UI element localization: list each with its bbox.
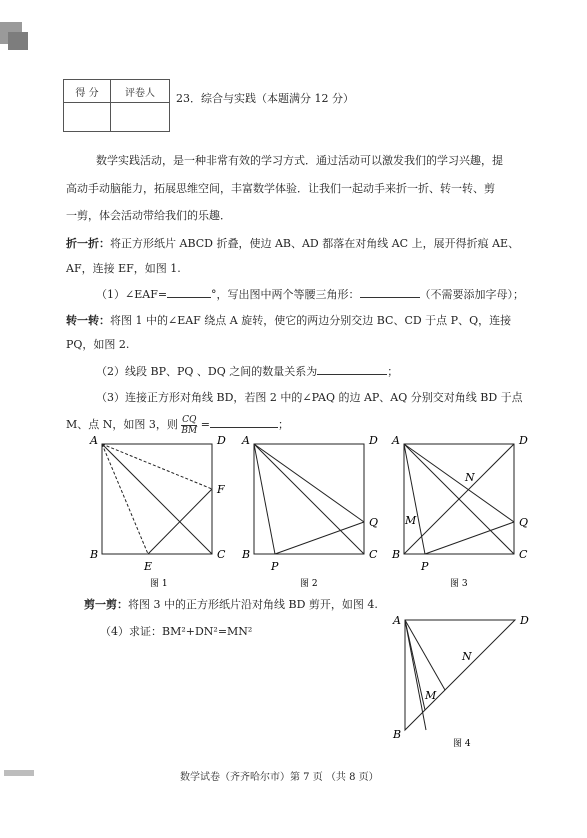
fig3-segment-aq [404,444,514,522]
intro-line: 数学实践活动，是一种非常有效的学习方式．通过活动可以激发我们的学习兴趣，提 [96,154,503,167]
score-header: 得 分 [64,80,111,103]
fraction-denominator: BM [181,425,198,436]
scan-mark [8,32,28,50]
fig3-label: P [421,560,429,573]
fig2-label: B [242,548,251,561]
question-3: （3）连接正方形对角线 BD，若图 2 中的∠PAQ 的边 AP、AQ 分别交对角线 BD 于点 [96,391,523,404]
cut-instruction [84,598,378,612]
fig4-label: A [393,614,401,627]
score-cell [64,103,111,132]
grader-cell [111,103,170,132]
question-1 [96,287,524,302]
fig2-label: A [242,434,250,447]
fig2-segment-ap [254,444,275,554]
fig3-label: A [392,434,400,447]
fraction-numerator: CQ [182,414,197,425]
rotate-instruction [66,314,511,328]
fold-instruction [66,237,519,251]
fig3-label: Q [519,516,529,529]
fig4-triangle-abd [405,620,515,730]
q1-prefix: （1）∠EAF= [96,288,168,301]
figure-4 [385,610,545,760]
fig1-label: A [90,434,98,447]
question-title: 23．综合与实践（本题满分 12 分） [176,92,354,105]
fig3-label: D [519,434,528,447]
fig3-label: N [465,471,475,484]
fig2-label: P [271,560,279,573]
page-footer: 数学试卷（齐齐哈尔市）第 7 页 （共 8 页） [180,772,379,783]
fig4-segment-an [405,620,445,690]
q1-mid: °，写出图中两个等腰三角形： [211,288,360,301]
intro-line: 一剪，体会活动带给我们的乐趣． [66,209,231,222]
fig3-label: M [405,514,417,527]
grader-header: 评卷人 [111,80,170,103]
fig4-segment-am-ext [405,620,426,730]
cut-label: 剪一剪： [84,598,128,611]
rotate-text: 将图 1 中的∠EAF 绕点 A 旋转，使它的两边分别交边 BC、CD 于点 P、Q，连接 [110,314,512,327]
fold-text: 将正方形纸片 ABCD 折叠，使边 AB、AD 都落在对角线 AC 上，展开得折痕 AE、 [110,237,520,250]
fig4-caption: 图 4 [453,739,471,749]
fig1-caption: 图 1 [150,579,168,589]
fig3-label: C [519,548,528,561]
fig4-label: D [520,614,529,627]
fig1-diagonal-ac [102,444,212,554]
q2-blank[interactable] [317,364,387,375]
fig1-label: F [217,483,225,496]
fig1-label: B [90,548,99,561]
fig2-label: C [369,548,378,561]
fig4-segment-am [405,620,425,710]
fig2-caption: 图 2 [300,579,318,589]
figures-1-3 [80,430,540,590]
fig1-label: D [217,434,226,447]
q2-prefix: （2）线段 BP、PQ 、DQ 之间的数量关系为 [96,365,318,378]
fig4-label: B [393,728,402,741]
fig3-label: B [392,548,401,561]
fig3-segment-pq [425,522,514,554]
fig2-segment-pq [275,522,364,554]
fig1-label: E [144,560,153,573]
fig2-label: Q [369,516,379,529]
q3-blank[interactable] [210,417,278,428]
question-2 [96,364,398,379]
fig2-diagonal-ac [254,444,364,554]
fig1-label: C [217,548,226,561]
scan-mark [4,770,34,776]
fig2-segment-aq [254,444,364,522]
intro-line: 高动手动脑能力，拓展思维空间，丰富数学体验．让我们一起动手来折一折、转一转、剪 [66,182,495,195]
q3-equals: = [200,418,210,431]
fig3-segment-ap [404,444,425,554]
fold-instruction-cont: AF，连接 EF，如图 1. [66,262,181,275]
fold-label: 折一折： [66,237,110,250]
q1-triangles-blank[interactable] [360,287,420,298]
rotate-instruction-cont: PQ，如图 2. [66,338,130,351]
q3-end: ； [277,418,289,431]
question-4: （4）求证：BM²+DN²=MN² [100,625,253,638]
q2-suffix: ； [387,365,399,378]
fig2-label: D [369,434,378,447]
q1-suffix: （不需要添加字母）； [419,288,525,301]
cut-text: 将图 3 中的正方形纸片沿对角线 BD 剪开，如图 4. [128,598,378,611]
fig4-label: M [425,689,437,702]
q1-angle-blank[interactable] [167,287,211,298]
score-table [63,79,170,132]
fig4-label: N [462,650,472,663]
rotate-label: 转一转： [66,314,110,327]
q3-prefix: M、点 N，如图 3，则 [66,418,178,431]
fig3-caption: 图 3 [450,579,468,589]
